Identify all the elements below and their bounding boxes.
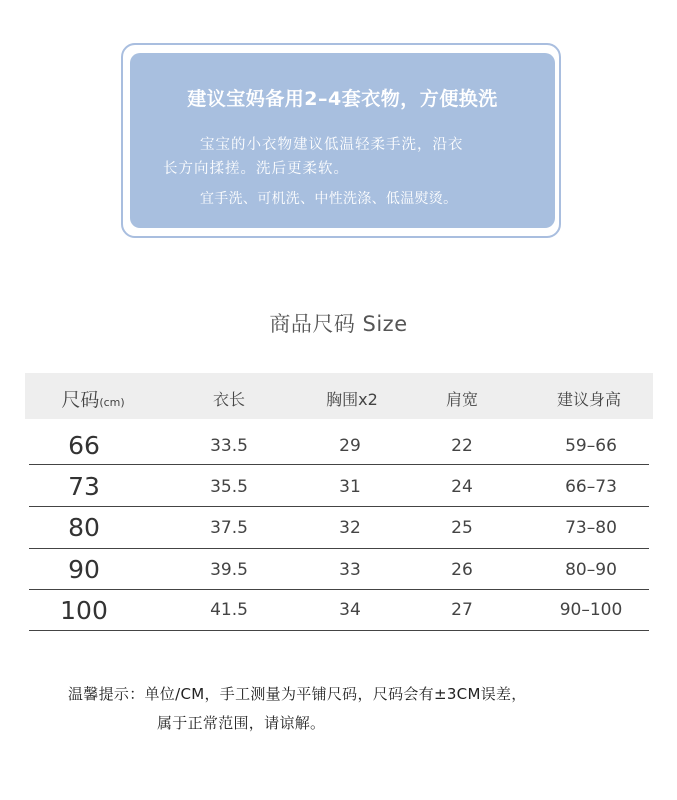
header-shoulder: 肩宽	[445, 390, 479, 409]
cell-shoulder: 24	[451, 477, 473, 497]
cell-height: 90–100	[559, 600, 623, 620]
header-size	[61, 385, 124, 412]
header-length: 衣长	[212, 390, 246, 409]
cell-chest: 34	[339, 600, 361, 620]
care-card-line-1: 宝宝的小衣物建议低温轻柔手洗，沿衣	[200, 137, 464, 153]
cell-size: 80	[68, 513, 100, 542]
cell-height: 80–90	[565, 560, 617, 580]
row-divider	[29, 506, 649, 507]
cell-size: 90	[68, 555, 100, 584]
cell-chest: 33	[339, 560, 361, 580]
cell-height: 73–80	[565, 518, 617, 538]
header-size-label: 尺码	[61, 389, 100, 411]
size-note-line-2: 属于正常范围，请谅解。	[157, 714, 326, 732]
size-section-title: 商品尺码 Size	[269, 312, 408, 336]
cell-length: 41.5	[210, 600, 248, 620]
header-size-unit: (cm)	[99, 396, 125, 409]
cell-chest: 31	[339, 477, 361, 497]
cell-shoulder: 25	[451, 518, 473, 538]
cell-chest: 32	[339, 518, 361, 538]
size-note-line-1: 温馨提示：单位/CM，手工测量为平铺尺码，尺码会有±3CM误差，	[68, 685, 527, 703]
cell-shoulder: 22	[451, 436, 473, 456]
row-divider	[29, 589, 649, 590]
cell-shoulder: 26	[451, 560, 473, 580]
cell-shoulder: 27	[451, 600, 473, 620]
cell-chest: 29	[339, 436, 361, 456]
cell-length: 39.5	[210, 560, 248, 580]
cell-height: 66–73	[565, 477, 617, 497]
header-chest: 胸围x2	[326, 390, 378, 409]
cell-size: 73	[68, 472, 100, 501]
row-divider	[29, 464, 649, 465]
cell-length: 37.5	[210, 518, 248, 538]
care-card-line-3: 宜手洗、可机洗、中性洗涤、低温熨烫。	[200, 191, 458, 207]
cell-size: 100	[60, 596, 108, 625]
row-divider	[29, 548, 649, 549]
cell-size: 66	[68, 431, 100, 460]
cell-length: 33.5	[210, 436, 248, 456]
care-card-line-2: 长方向揉搓。洗后更柔软。	[163, 161, 349, 177]
cell-length: 35.5	[210, 477, 248, 497]
care-card-title: 建议宝妈备用2–4套衣物，方便换洗	[187, 88, 498, 110]
row-divider	[29, 630, 649, 631]
header-height: 建议身高	[556, 390, 622, 409]
cell-height: 59–66	[565, 436, 617, 456]
